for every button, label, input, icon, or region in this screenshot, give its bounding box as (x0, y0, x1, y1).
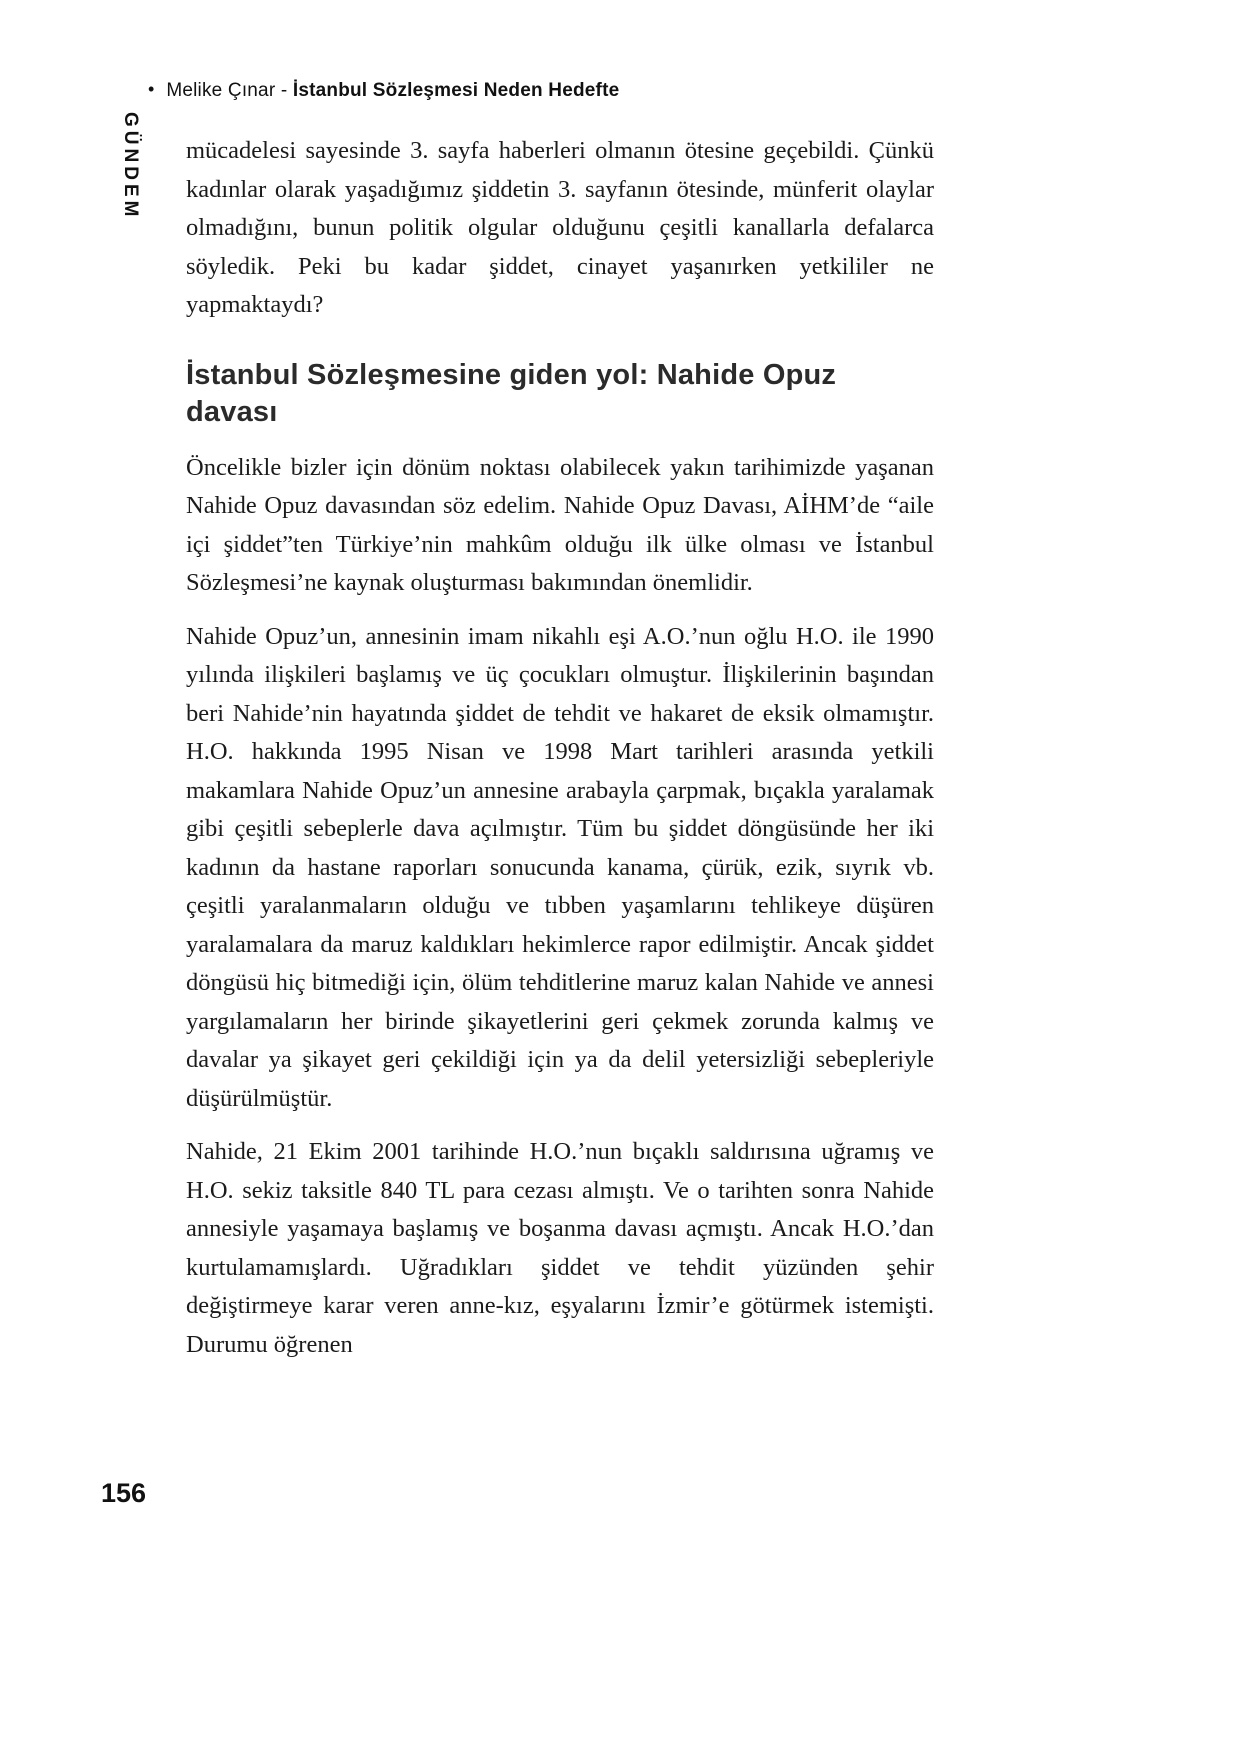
paragraph: Nahide, 21 Ekim 2001 tarihinde H.O.’nun bıçaklı saldırısına uğramış ve H.O. sekiz taksitle 840 TL para cezası almıştı. Ve o tarihten sonra Nahide annesiyle yaşamaya başlamış ve boşanma davası açmıştı. Ancak H.O.’dan kurtulamamışlardı. Uğradıkları şiddet ve tehdit yüzünden şehir değiştirmeye karar veren anne-kız, eşyalarını İzmir’e götürmek istemişti. Durumu öğrenen (186, 1138, 934, 1358)
header-bullet-icon: • (148, 79, 155, 99)
running-header (148, 80, 619, 102)
page-number: 156 (101, 1478, 147, 1508)
section-label-vertical: GÜNDEM (120, 112, 141, 221)
paragraph: Öncelikle bizler için dönüm noktası olabilecek yakın tarihimizde yaşanan Nahide Opuz davasından söz edelim. Nahide Opuz Davası, AİHM’de “aile içi şiddet”ten Türkiye’nin mahkûm olduğu ilk ülke olması ve İstanbul Sözleşmesi’ne kaynak oluşturması bakımından önemlidir. (186, 453, 934, 596)
header-author: Melike Çınar - (166, 80, 293, 101)
paragraph: mücadelesi sayesinde 3. sayfa haberleri olmanın ötesine geçebildi. Çünkü kadınlar olarak yaşadığımız şiddetin 3. sayfanın ötesinde, münferit olaylar olmadığını, bunun politik olgular olduğunu çeşitli kanallarla defalarca söyledik. Peki bu kadar şiddet, cinayet yaşanırken yetkililer ne yapmaktaydı? (186, 137, 934, 318)
section-heading: İstanbul Sözleşmesine giden yol: Nahide Opuz davası (186, 358, 837, 428)
paragraph: Nahide Opuz’un, annesinin imam nikahlı eşi A.O.’nun oğlu H.O. ile 1990 yılında ilişkileri başlamış ve üç çocukları olmuştur. İlişkilerinin başından beri Nahide’nin hayatında şiddet de tehdit ve hakaret de eksik olmamıştır. H.O. hakkında 1995 Nisan ve 1998 Mart tarihleri arasında yetkili makamlara Nahide Opuz’un annesine arabayla çarpmak, bıçakla yaralamak gibi çeşitli sebeplerle dava açılmıştır. Tüm bu şiddet döngüsünde her iki kadının da hastane raporları sonucunda kanama, çürük, ezik, sıyrık vb. çeşitli yaralanmaların olduğu ve tıbben yaşamlarını tehlikeye düşüren yaralamalara da maruz kaldıkları hekimlerce rapor edilmiştir. Ancak şiddet döngüsü hiç bitmediği için, ölüm tehditlerine maruz kalan Nahide ve annesi yargılamaların her birinde şikayetlerini geri çekmek zorunda kalmış ve davalar ya şikayet geri çekildiği için ya da delil yetersizliği sebepleriyle düşürülmüştür. (186, 622, 934, 1112)
header-book-title: İstanbul Sözleşmesi Neden Hedefte (292, 80, 620, 101)
page-content (186, 132, 934, 1379)
